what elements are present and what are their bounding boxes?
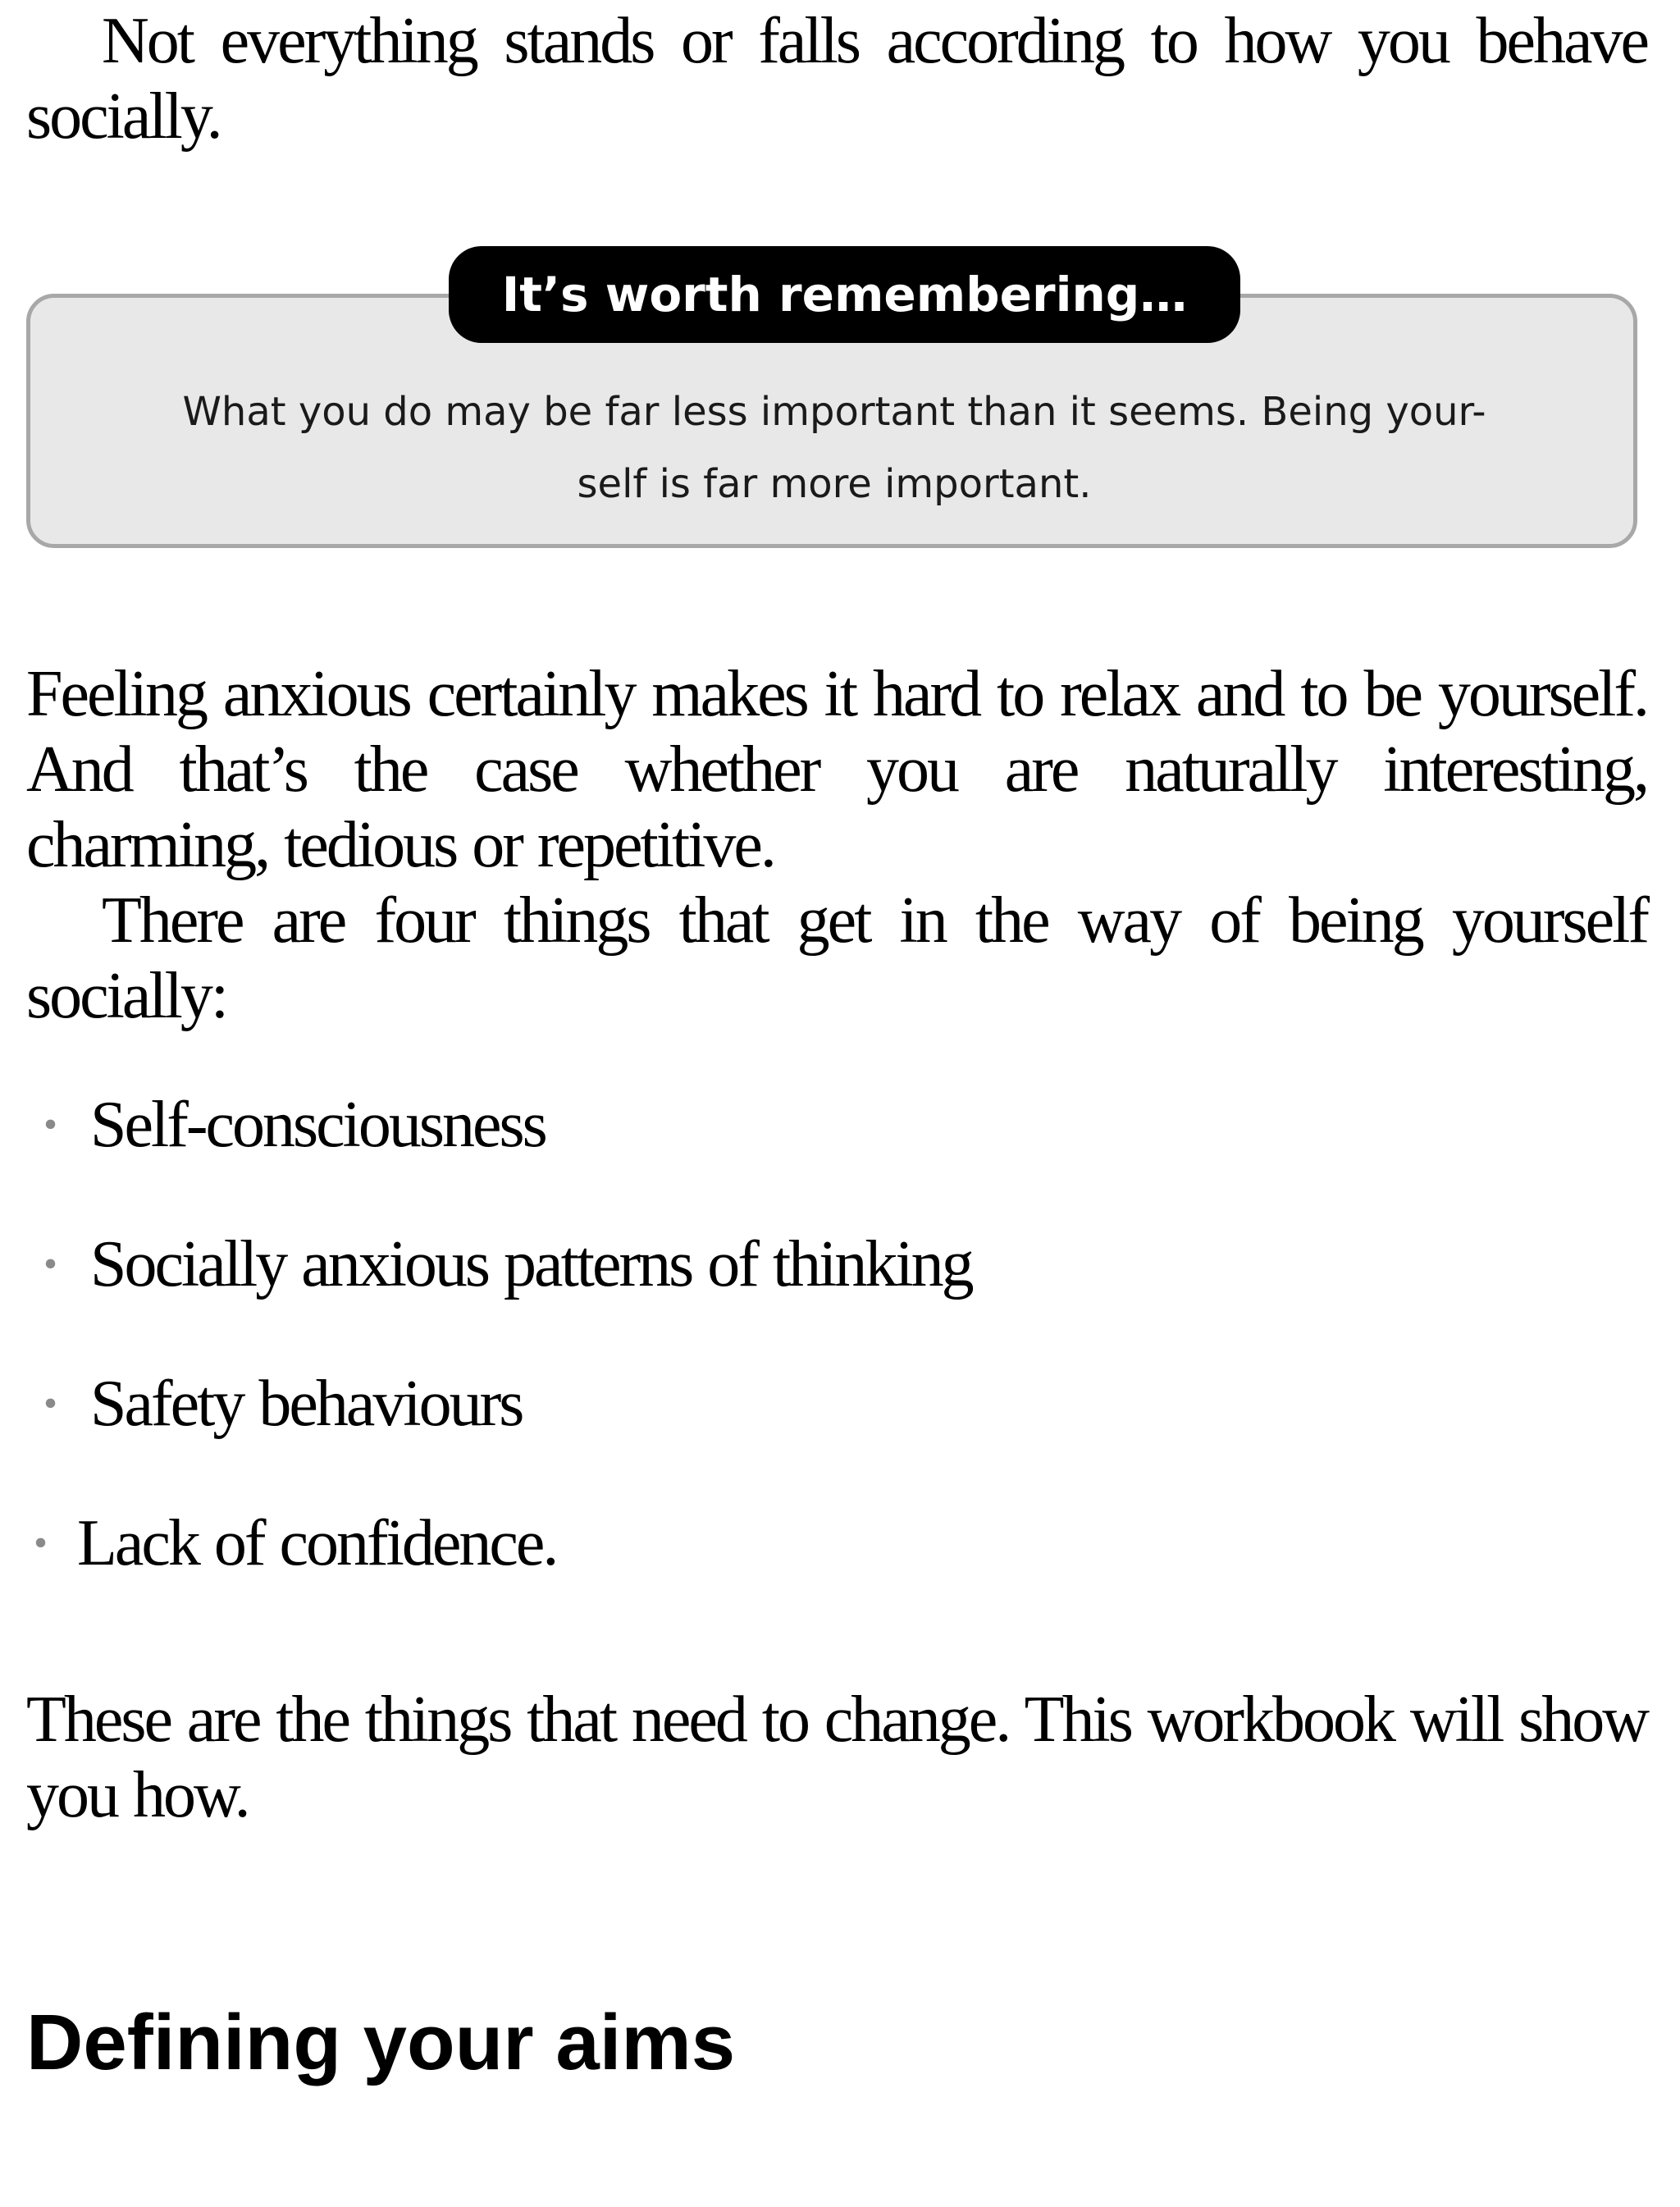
callout-text [125,376,1544,520]
callout-text-line: self is far more important. [577,461,1092,507]
list-item-text: Safety behaviours [90,1368,523,1440]
list-item-text: Self-consciousness [90,1089,546,1161]
bullet-icon: • [34,1521,45,1565]
paragraph-intro: Not everything stands or falls according to how you behave socially. [26,5,1647,153]
list-item [26,1227,1647,1366]
paragraph-workbook: These are the things that need to change. This workbook will show you how. [26,1684,1647,1831]
section-heading: Defining your aims [26,1999,736,2086]
paragraph-four-things: There are four things that get in the way of being yourself socially: [26,884,1647,1032]
list-item [26,1506,1647,1645]
callout-title: It’s worth remembering… [449,246,1240,343]
list-item-text: Lack of confidence. [77,1507,557,1579]
list-item [26,1366,1647,1506]
callout-text-line: What you do may be far less important than it seems. Being your- [182,389,1486,435]
bullet-list [26,1087,1647,1645]
bullet-icon: • [43,1242,55,1286]
list-item-text: Socially anxious patterns of thinking [90,1228,972,1300]
bullet-icon: • [43,1382,55,1425]
paragraph-anxiety: Feeling anxious certainly makes it hard to relax and to be yourself. And that’s the case whether you are naturally interesting, charming, tedious or repetitive. [26,658,1647,881]
list-item [26,1087,1647,1227]
bullet-icon: • [43,1103,55,1146]
